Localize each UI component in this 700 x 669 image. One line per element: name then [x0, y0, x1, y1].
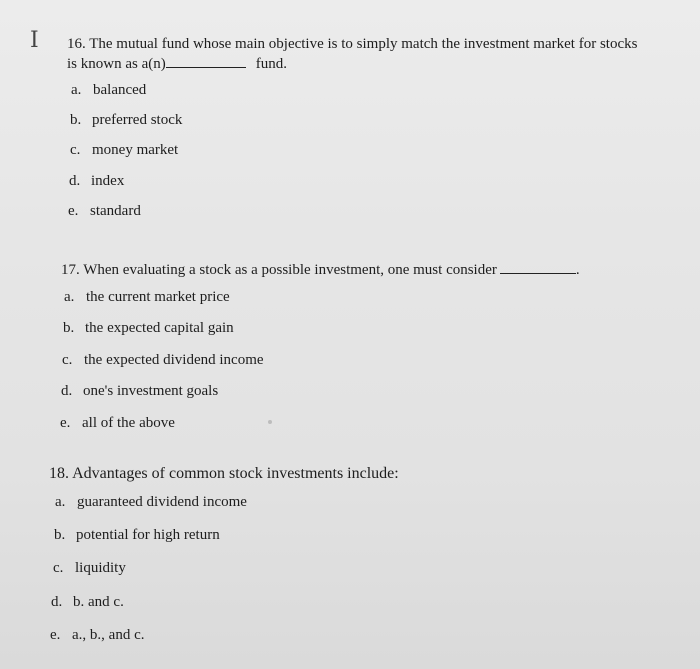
- question-16-stem-line2: [67, 56, 287, 73]
- smudge-mark: [268, 420, 272, 424]
- option-letter: b.: [70, 112, 82, 128]
- question-17-option-b[interactable]: [63, 320, 234, 337]
- option-text: a., b., and c.: [72, 627, 145, 643]
- option-letter: a.: [55, 494, 66, 510]
- option-text: preferred stock: [92, 112, 183, 128]
- question-16-option-b[interactable]: [70, 112, 182, 129]
- option-letter: e.: [50, 627, 61, 643]
- question-17-option-a[interactable]: [64, 289, 230, 306]
- question-17-stem-post: .: [575, 262, 580, 278]
- question-17-option-e[interactable]: [60, 415, 175, 432]
- option-text: b. and c.: [73, 594, 124, 610]
- option-letter: a.: [64, 289, 75, 305]
- question-16-option-e[interactable]: [68, 203, 141, 220]
- option-text: balanced: [93, 82, 147, 98]
- option-text: the current market price: [86, 289, 230, 305]
- option-text: index: [91, 173, 125, 189]
- question-18-stem: 18. Advantages of common stock investments include:: [49, 465, 399, 482]
- question-18-option-a[interactable]: [55, 494, 247, 511]
- option-text: money market: [92, 142, 179, 158]
- option-letter: e.: [60, 415, 71, 431]
- option-letter: e.: [68, 203, 79, 219]
- option-text: potential for high return: [76, 527, 220, 543]
- answer-blank: [166, 66, 246, 68]
- option-text: all of the above: [82, 415, 175, 431]
- option-letter: c.: [62, 352, 73, 368]
- question-16-option-d[interactable]: [69, 173, 124, 190]
- option-letter: d.: [69, 173, 81, 189]
- text-cursor-icon: I: [30, 28, 39, 53]
- option-text: liquidity: [75, 560, 126, 576]
- question-18-option-b[interactable]: [54, 527, 220, 544]
- option-letter: d.: [51, 594, 63, 610]
- question-17-option-d[interactable]: [61, 383, 218, 400]
- option-text: one's investment goals: [83, 383, 219, 399]
- option-text: guaranteed dividend income: [77, 494, 247, 510]
- question-18-option-c[interactable]: [53, 560, 126, 577]
- option-letter: a.: [71, 82, 82, 98]
- option-letter: d.: [61, 383, 73, 399]
- question-16-stem-pre: is known as a(n): [67, 56, 166, 72]
- question-17-stem: [61, 262, 580, 279]
- question-18-option-e[interactable]: [50, 627, 144, 644]
- option-letter: c.: [53, 560, 64, 576]
- question-16-stem-post: fund.: [255, 56, 287, 72]
- option-letter: c.: [70, 142, 81, 158]
- option-text: standard: [90, 203, 141, 219]
- question-16-stem-line1: 16. The mutual fund whose main objective is to simply match the investment market for stocks: [67, 36, 638, 52]
- option-letter: b.: [63, 320, 75, 336]
- option-text: the expected capital gain: [85, 320, 234, 336]
- answer-blank: [500, 272, 576, 274]
- question-17-stem-text: 17. When evaluating a stock as a possible investment, one must consider: [61, 262, 497, 278]
- question-17-option-c[interactable]: [62, 352, 264, 369]
- question-16-option-a[interactable]: [71, 82, 146, 99]
- question-18-option-d[interactable]: [51, 594, 124, 611]
- question-16-option-c[interactable]: [70, 142, 178, 159]
- option-text: the expected dividend income: [84, 352, 264, 368]
- option-letter: b.: [54, 527, 66, 543]
